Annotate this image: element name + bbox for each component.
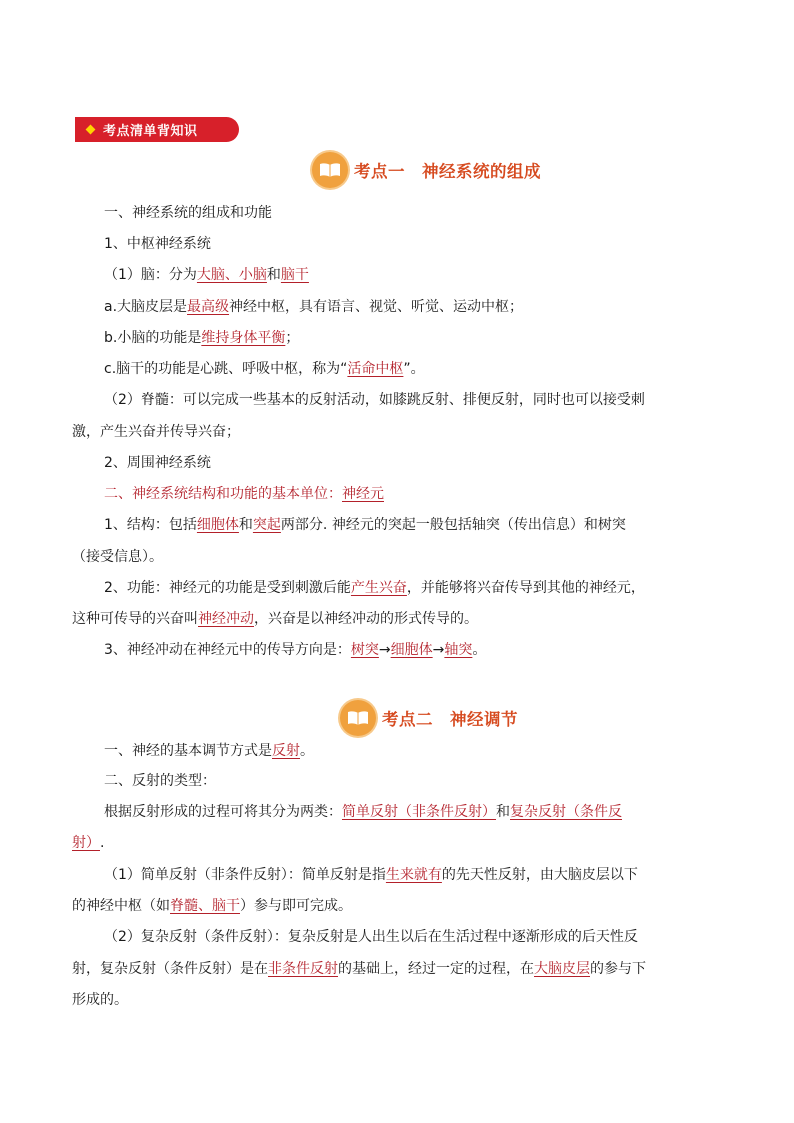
section-title: 考点一 神经系统的组成 — [354, 162, 541, 181]
text-line: （1）脑：分为大脑、小脑和脑干 — [104, 267, 309, 283]
text-line: 二、反射的类型： — [104, 773, 216, 789]
text-line: （2）复杂反射（条件反射）：复杂反射是人出生以后在生活过程中逐渐形成的后天性反 — [104, 929, 638, 945]
answer: 射） — [72, 835, 100, 851]
section-heading-1 — [312, 152, 541, 188]
answer: 神经元 — [342, 486, 384, 502]
text-line: 根据反射形成的过程可将其分为两类：简单反射（非条件反射）和复杂反射（条件反 — [104, 804, 622, 820]
book-icon — [312, 152, 348, 188]
answer: 最高级 — [187, 299, 230, 315]
text-line: 二、神经系统结构和功能的基本单位：神经元 — [104, 486, 384, 502]
text-line: 1、中枢神经系统 — [104, 236, 211, 252]
text-line: （接受信息）。 — [72, 549, 163, 565]
answer: 维持身体平衡 — [201, 330, 286, 346]
text-line: （1）简单反射（非条件反射）：简单反射是指生来就有的先天性反射，由大脑皮层以下 — [104, 867, 638, 883]
answer: 轴突 — [444, 642, 473, 658]
answer: 树突 — [350, 642, 379, 658]
answer: 反射 — [272, 743, 300, 759]
answer: 活命中枢 — [347, 361, 404, 377]
answer: 细胞体 — [390, 642, 433, 658]
text-line: c.脑干的功能是心跳、呼吸中枢，称为“活命中枢”。 — [104, 361, 425, 377]
answer: 脊髓、脑干 — [170, 898, 240, 914]
answer: 突起 — [252, 517, 281, 533]
text-line: 射）. — [72, 835, 105, 851]
banner-label: 考点清单背知识 — [103, 124, 198, 139]
text-line: 这种可传导的兴奋叫神经冲动，兴奋是以神经冲动的形式传导的。 — [72, 611, 478, 627]
text-line: 2、功能：神经元的功能是受到刺激后能产生兴奋，并能够将兴奋传导到其他的神经元， — [104, 580, 645, 596]
section-title: 考点二 神经调节 — [382, 710, 518, 729]
diamond-icon — [86, 125, 96, 135]
text-line: 一、神经的基本调节方式是反射。 — [104, 743, 314, 759]
text-line: 形成的。 — [72, 992, 128, 1008]
answer: 非条件反射 — [268, 961, 338, 977]
text-line: a.大脑皮层是最高级神经中枢，具有语言、视觉、听觉、运动中枢； — [104, 299, 524, 315]
answer: 复杂反射（条件反 — [510, 804, 622, 820]
text-line: 2、周围神经系统 — [104, 455, 211, 471]
text-line: 的神经中枢（如脊髓、脑干）参与即可完成。 — [72, 898, 352, 914]
section-heading-2 — [340, 700, 518, 736]
answer: 神经冲动 — [198, 611, 254, 627]
text-line: 一、神经系统的组成和功能 — [104, 205, 272, 221]
section-banner — [75, 117, 239, 142]
answer: 细胞体 — [196, 517, 239, 533]
answer: 简单反射（非条件反射） — [342, 804, 496, 820]
answer: 脑干 — [280, 267, 309, 283]
book-icon — [340, 700, 376, 736]
answer: 生来就有 — [385, 867, 442, 883]
text-line: 1、结构：包括细胞体和突起两部分. 神经元的突起一般包括轴突（传出信息）和树突 — [104, 517, 626, 533]
text-line: 射，复杂反射（条件反射）是在非条件反射的基础上，经过一定的过程，在大脑皮层的参与下 — [72, 961, 646, 977]
answer: 大脑、小脑 — [196, 267, 267, 283]
answer: 产生兴奋 — [350, 580, 407, 596]
text-line: 激，产生兴奋并传导兴奋； — [72, 424, 240, 440]
text-line: b.小脑的功能是维持身体平衡； — [104, 330, 300, 346]
text-line: 3、神经冲动在神经元中的传导方向是：树突→细胞体→轴突。 — [104, 642, 487, 658]
text-line: （2）脊髓：可以完成一些基本的反射活动，如膝跳反射、排便反射，同时也可以接受刺 — [104, 392, 645, 408]
answer: 大脑皮层 — [534, 961, 590, 977]
